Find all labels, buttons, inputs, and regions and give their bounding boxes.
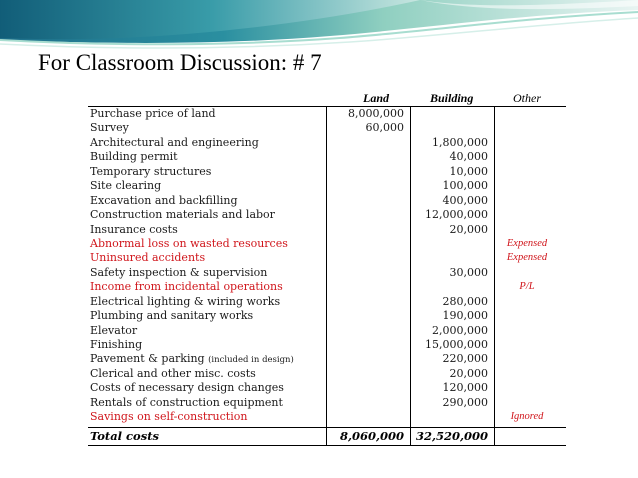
table-header bbox=[88, 90, 566, 107]
row-item-text: Site clearing bbox=[90, 179, 162, 193]
row-building-value: 280,000 bbox=[442, 294, 488, 308]
row-building-value: 120,000 bbox=[442, 381, 488, 395]
row-building-value: 1,800,000 bbox=[432, 135, 488, 149]
row-other-treatment: Expensed bbox=[506, 252, 548, 264]
row-building-value: 15,000,000 bbox=[425, 338, 488, 351]
row-item-label bbox=[90, 338, 142, 352]
row-item-text: Architectural and engineering bbox=[90, 135, 259, 149]
row-item-label bbox=[90, 381, 284, 395]
total-land: 8,060,000 bbox=[339, 428, 404, 443]
header-building: Building bbox=[430, 91, 474, 105]
row-item-label bbox=[90, 194, 238, 208]
header-other: Other bbox=[513, 91, 541, 105]
row-building-value: 190,000 bbox=[442, 309, 488, 323]
row-item-label bbox=[90, 121, 129, 135]
row-item-label bbox=[90, 165, 211, 179]
row-item-text: Electrical lighting & wiring works bbox=[90, 294, 281, 308]
row-item-label bbox=[90, 396, 283, 410]
row-item-label bbox=[90, 237, 288, 251]
column-divider bbox=[326, 106, 327, 446]
row-item-label bbox=[90, 324, 137, 338]
row-other-treatment: P/L bbox=[519, 281, 535, 293]
row-item-text: Purchase price of land bbox=[90, 107, 216, 120]
row-item-text: Insurance costs bbox=[90, 222, 178, 236]
row-building-value: 20,000 bbox=[449, 222, 488, 236]
row-item-label bbox=[90, 208, 275, 222]
row-item-text: Pavement & parking bbox=[90, 352, 205, 366]
row-land-value: 60,000 bbox=[365, 121, 404, 135]
row-item-text: Safety inspection & supervision bbox=[90, 265, 268, 279]
row-building-value: 30,000 bbox=[449, 265, 488, 279]
row-building-value: 40,000 bbox=[449, 150, 488, 164]
row-item-label bbox=[90, 251, 205, 265]
row-item-text: Rentals of construction equipment bbox=[90, 395, 283, 409]
row-item-label bbox=[90, 295, 280, 309]
row-item-label bbox=[90, 223, 178, 237]
column-divider bbox=[410, 106, 411, 446]
row-item-label bbox=[90, 107, 216, 121]
row-item-label bbox=[90, 150, 178, 164]
row-item-label bbox=[90, 367, 256, 381]
row-item-text: Construction materials and labor bbox=[90, 208, 275, 222]
row-building-value: 290,000 bbox=[442, 395, 488, 409]
row-building-value: 400,000 bbox=[442, 193, 488, 207]
row-item-label bbox=[90, 309, 253, 323]
total-building: 32,520,000 bbox=[415, 428, 488, 443]
row-other-treatment: Ignored bbox=[510, 411, 544, 423]
row-item-text: Abnormal loss on wasted resources bbox=[90, 236, 288, 250]
row-item-text: Costs of necessary design changes bbox=[90, 381, 284, 395]
total-label: Total costs bbox=[90, 428, 159, 443]
row-item-text: Finishing bbox=[90, 338, 143, 351]
row-item-text: Survey bbox=[90, 121, 129, 135]
row-item-text: Excavation and backfilling bbox=[90, 193, 238, 207]
row-item-label bbox=[90, 280, 283, 294]
header-land: Land bbox=[363, 91, 390, 105]
column-divider bbox=[494, 106, 495, 446]
row-item-text: Temporary structures bbox=[90, 164, 212, 178]
row-building-value: 220,000 bbox=[442, 352, 488, 366]
row-item-label bbox=[90, 410, 247, 424]
row-building-value: 2,000,000 bbox=[432, 323, 488, 337]
row-item-text: Income from incidental operations bbox=[90, 280, 283, 294]
row-item-text: Plumbing and sanitary works bbox=[90, 309, 254, 323]
row-building-value: 100,000 bbox=[442, 179, 488, 193]
row-other-treatment: Expensed bbox=[506, 237, 548, 249]
row-building-value: 10,000 bbox=[449, 164, 488, 178]
row-item-note: (included in design) bbox=[208, 355, 294, 366]
cost-allocation-table bbox=[88, 90, 566, 446]
row-land-value: 8,000,000 bbox=[348, 107, 404, 120]
row-item-text: Clerical and other misc. costs bbox=[90, 366, 256, 380]
slide-title: For Classroom Discussion: # 7 bbox=[38, 50, 322, 75]
row-building-value: 20,000 bbox=[449, 366, 488, 380]
row-item-text: Elevator bbox=[90, 323, 138, 337]
row-item-text: Building permit bbox=[90, 150, 178, 164]
row-building-value: 12,000,000 bbox=[425, 208, 488, 222]
row-item-text: Uninsured accidents bbox=[90, 251, 206, 265]
row-item-label bbox=[90, 136, 259, 150]
row-item-label bbox=[90, 266, 267, 280]
row-item-label bbox=[90, 179, 161, 193]
row-item-label bbox=[90, 352, 294, 367]
row-item-text: Savings on self-construction bbox=[90, 410, 248, 424]
